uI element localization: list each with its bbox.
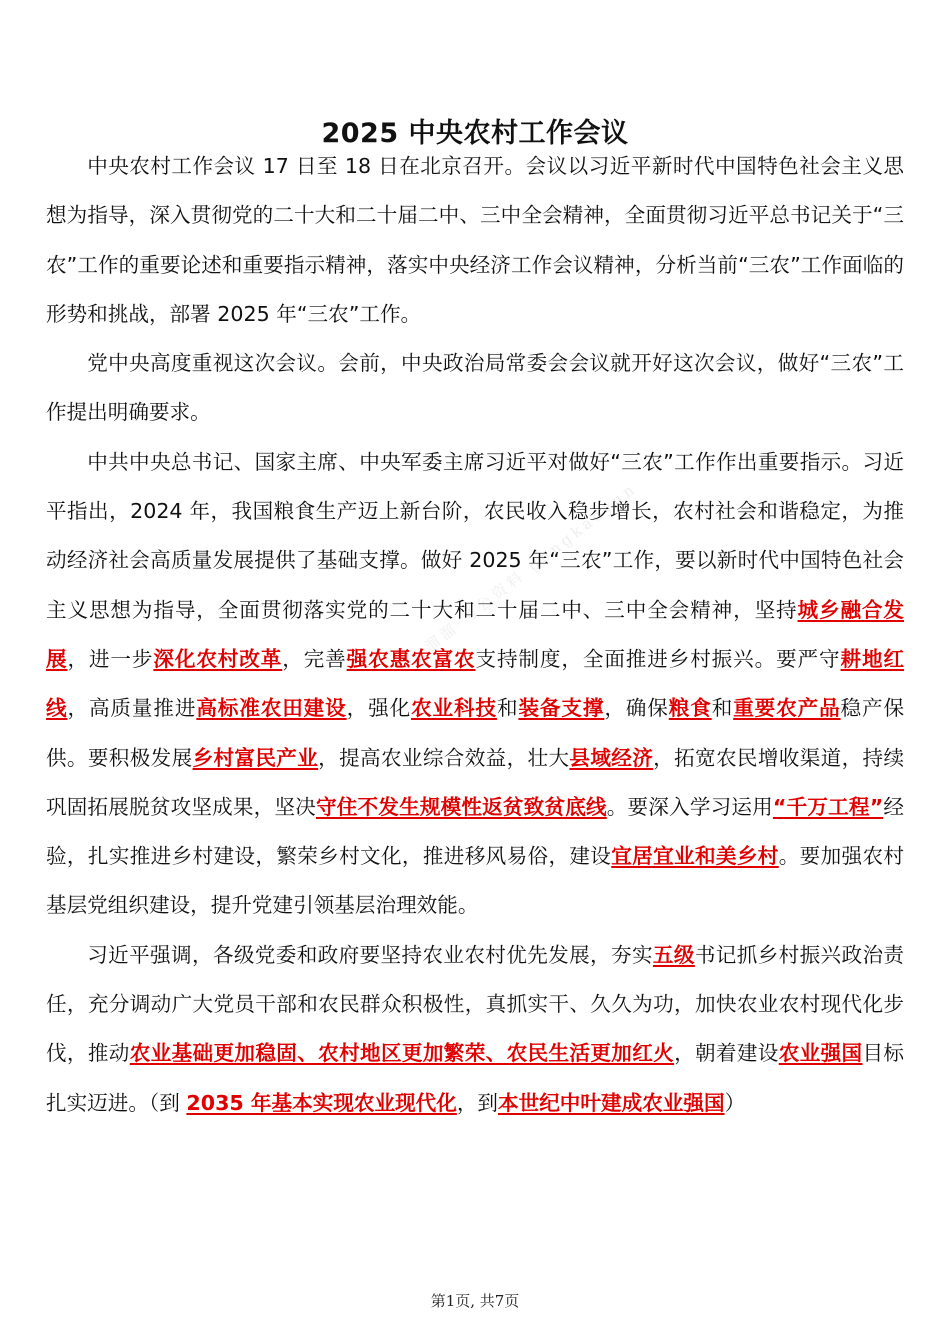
highlighted-phrase: 宜居宜业和美乡村 xyxy=(611,844,779,869)
highlighted-phrase: “千万工程” xyxy=(772,794,884,819)
text-run: ，完善 xyxy=(282,646,347,671)
text-run: 和 xyxy=(496,696,519,721)
highlighted-phrase: 装备支撑 xyxy=(518,696,605,721)
text-run: 中共中央总书记、国家主席、中央军委主席习近平对做好“三农”工作作出重要指示。习近平指出，2024 年，我国粮食生产迈上新台阶，农民收入稳步增长，农村社会和谐稳定，为推动经济社会高质量发展提供了基础支撑。做好 2025 年“三农”工作，要以新时代中国特色社会主义思想为指导，全面贯彻落实党的二十大和二十届二中、三中全会精神，坚持 xyxy=(46,449,904,622)
paragraph xyxy=(46,438,904,931)
text-run: ，高质量推进 xyxy=(67,696,197,721)
text-run: 书记抓乡村振兴政治责任，充分调动广大党员干部和农民群众积极性，真抓实干、久久为功，加快农业农村现代化步伐，推动 xyxy=(46,942,904,1066)
highlighted-phrase: 乡村富民产业 xyxy=(192,745,319,770)
paragraph xyxy=(46,931,904,1128)
highlighted-phrase: 县域经济 xyxy=(569,745,654,770)
text-run: 稳产保供。要积极发展 xyxy=(46,696,905,770)
text-run: 和 xyxy=(711,696,734,721)
highlighted-phrase: 农业科技 xyxy=(411,696,497,721)
highlighted-phrase: 重要农产品 xyxy=(733,696,841,721)
text-run: ，强化 xyxy=(346,696,412,721)
highlighted-phrase: 深化农村改革 xyxy=(153,646,283,671)
text-run: 中央农村工作会议 17 日至 18 日在北京召开。会议以习近平新时代中国特色社会主义思想为指导，深入贯彻党的二十大和二十届二中、三中全会精神，全面贯彻习近平总书记关于“三农”工作的重要论述和重要指示精神，落实中央经济工作会议精神，分析当前“三农”工作面临的形势和挑战，部署 2025 年“三农”工作。 xyxy=(46,154,904,326)
page-number: 第1页, 共7页 xyxy=(430,1292,520,1310)
watermark: 溜溜·考公资料 gongkaoyun xyxy=(421,478,641,656)
highlighted-phrase: 2035 年基本实现农业现代化 xyxy=(186,1090,457,1115)
text-run: ，进一步 xyxy=(67,646,154,671)
document-body xyxy=(46,142,904,1128)
text-run: ） xyxy=(724,1090,746,1115)
text-run: ，提高农业综合效益，壮大 xyxy=(318,745,570,770)
text-run: 目标扎实迈进。（到 xyxy=(46,1041,905,1115)
highlighted-phrase: 粮食 xyxy=(668,696,712,721)
highlighted-phrase: 本世纪中叶建成农业强国 xyxy=(498,1090,725,1115)
text-run: 习近平强调，各级党委和政府要坚持农业农村优先发展，夯实 xyxy=(87,942,653,967)
highlighted-phrase: 强农惠农富农 xyxy=(346,646,476,671)
paragraph xyxy=(46,142,904,339)
text-run: ，确保 xyxy=(604,696,669,721)
text-run: 。要加强农村基层党组织建设，提升党建引领基层治理效能。 xyxy=(46,844,905,918)
highlighted-phrase: 耕地红线 xyxy=(46,646,905,721)
text-run: 。要深入学习运用 xyxy=(606,794,773,819)
highlighted-phrase: 守住不发生规模性返贫致贫底线 xyxy=(316,794,607,819)
text-run: 党中央高度重视这次会议。会前，中央政治局常委会会议就开好这次会议，做好“三农”工作提出明确要求。 xyxy=(46,351,904,425)
highlighted-phrase: 城乡融合发展 xyxy=(46,597,904,671)
highlighted-phrase: 高标准农田建设 xyxy=(196,696,347,721)
text-run: ，朝着建设 xyxy=(674,1041,779,1066)
text-run: ，到 xyxy=(456,1090,499,1115)
text-run: ，拓宽农民增收渠道，持续巩固拓展脱贫攻坚成果，坚决 xyxy=(46,745,905,819)
text-run: 支持制度，全面推进乡村振兴。要严守 xyxy=(475,646,841,671)
highlighted-phrase: 农业强国 xyxy=(778,1041,863,1066)
paragraph xyxy=(46,339,904,438)
document-title: 2025 中央农村工作会议 xyxy=(321,118,629,150)
highlighted-phrase: 农业基础更加稳固、农村地区更加繁荣、农民生活更加红火 xyxy=(129,1041,675,1066)
highlighted-phrase: 五级 xyxy=(652,942,695,967)
text-run: 经验，扎实推进乡村建设，繁荣乡村文化，推进移风易俗，建设 xyxy=(46,794,905,869)
